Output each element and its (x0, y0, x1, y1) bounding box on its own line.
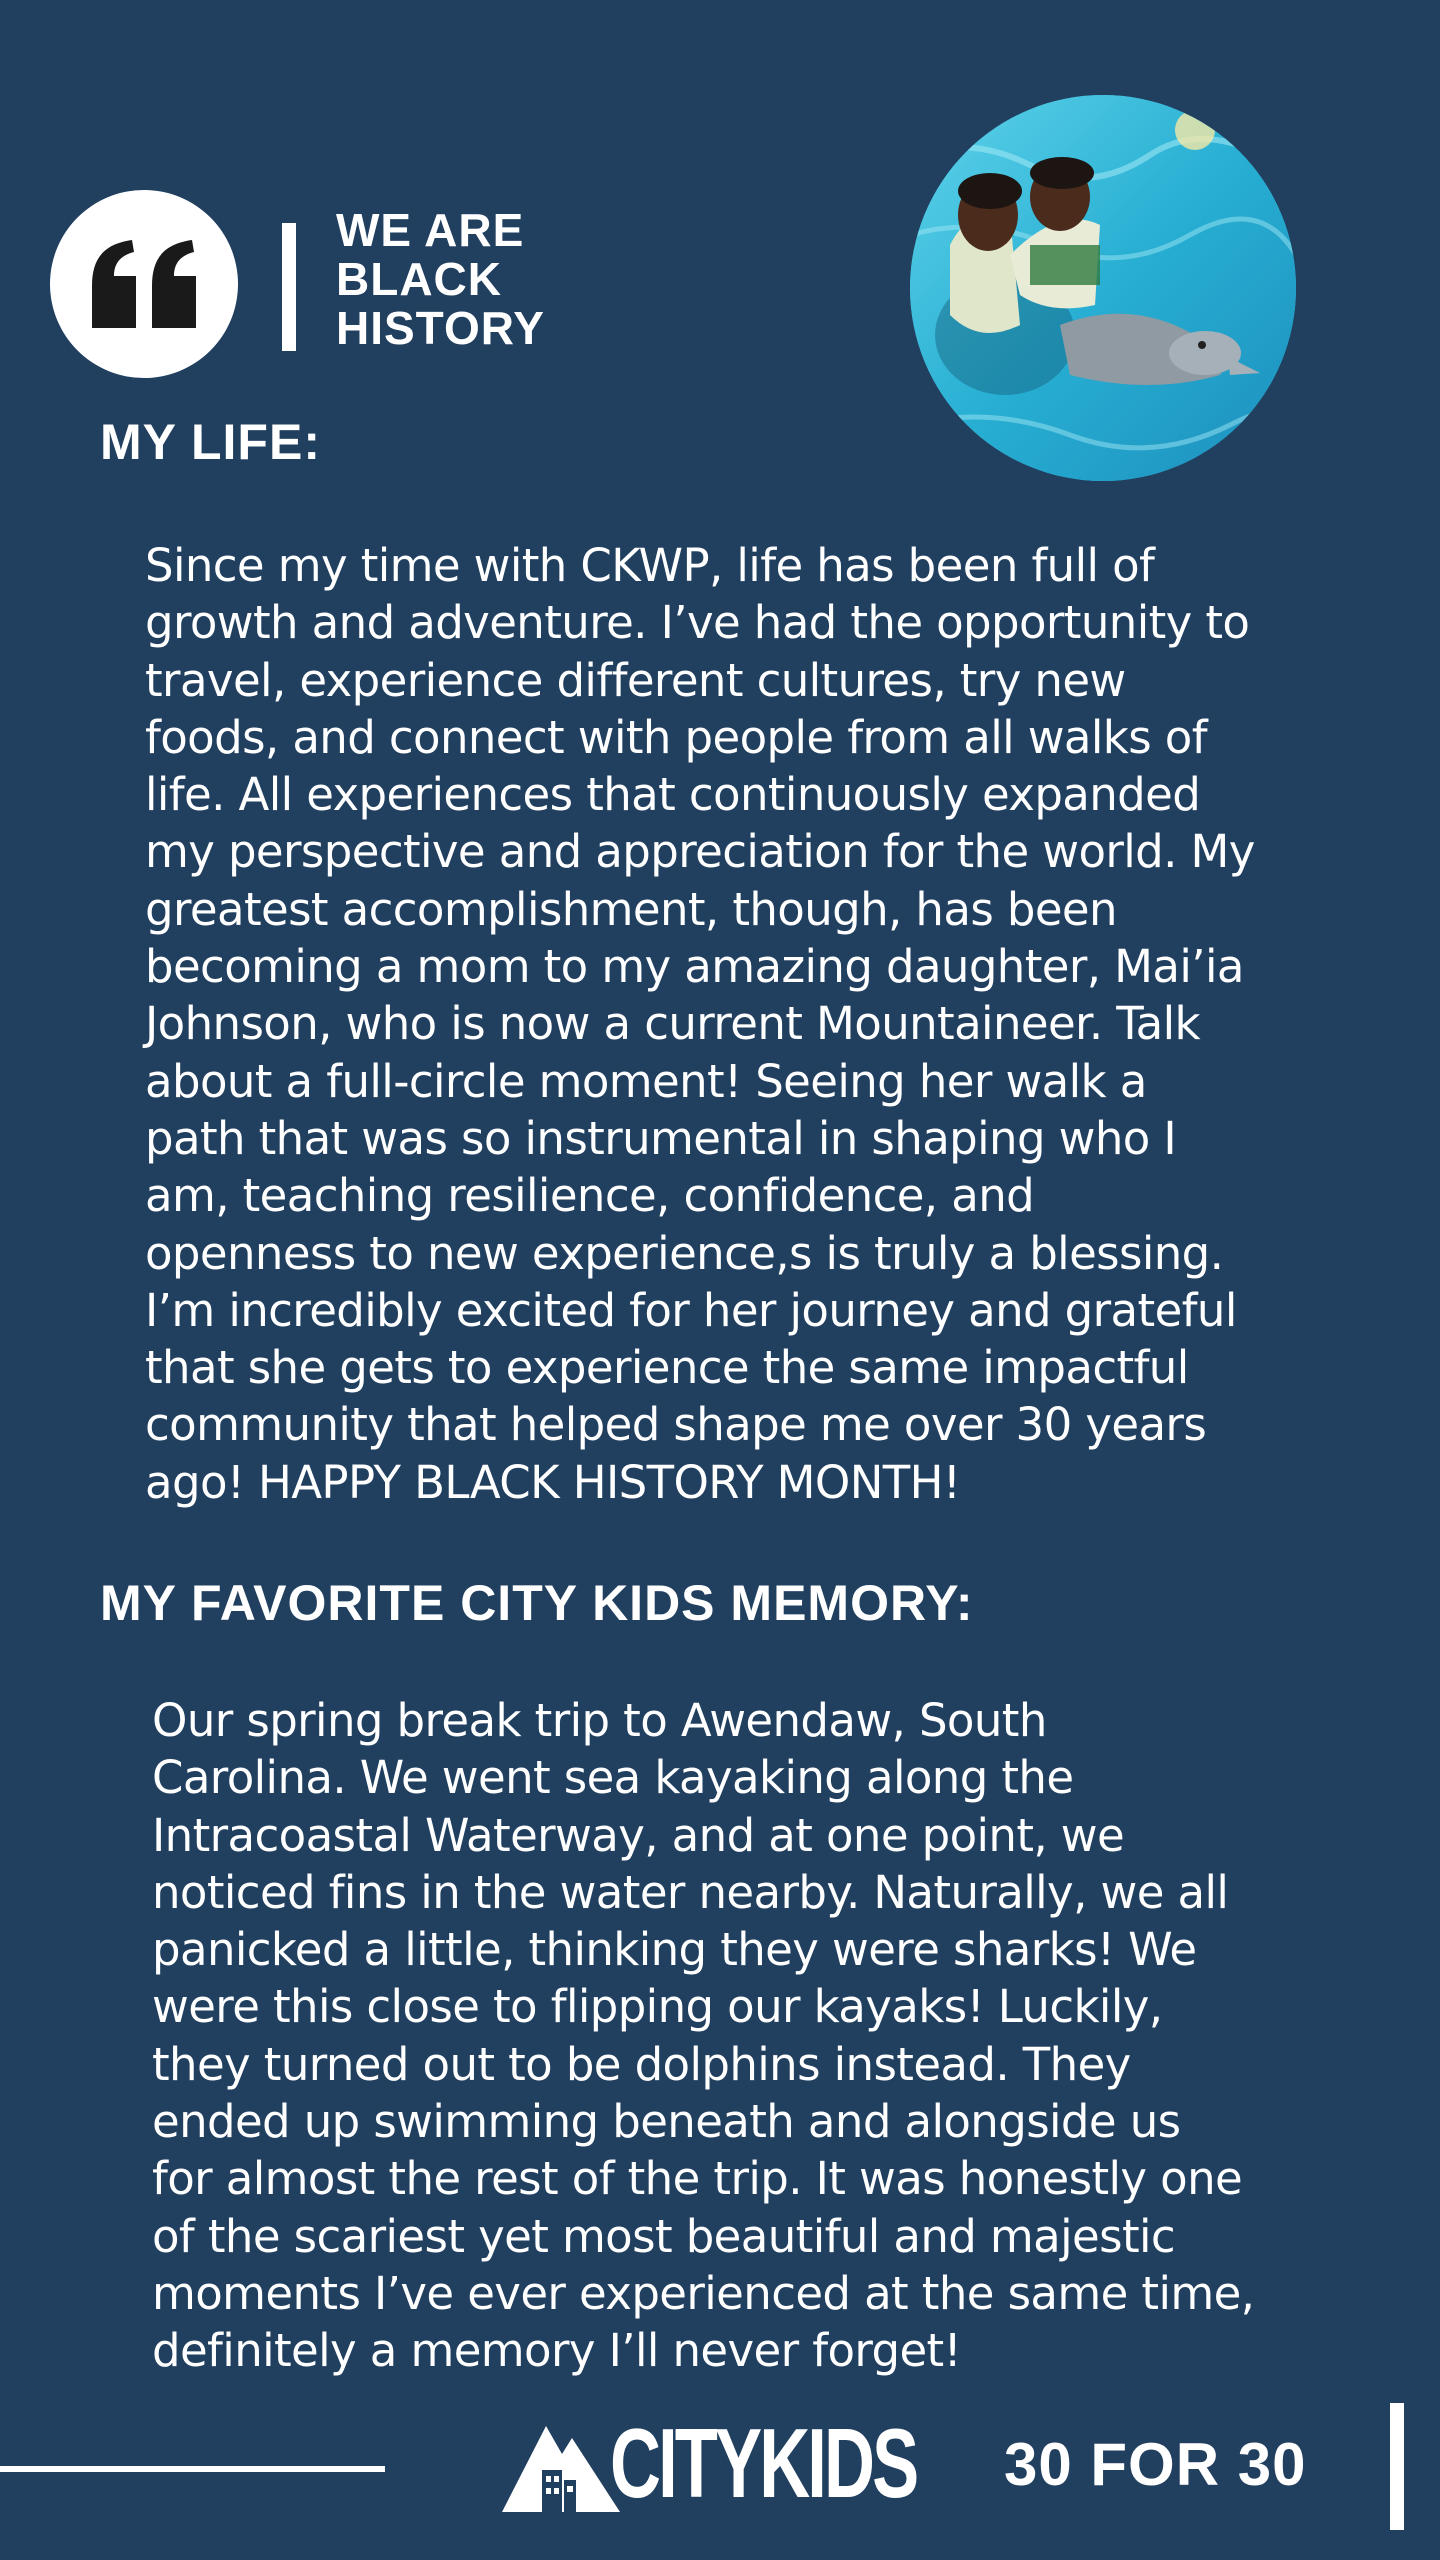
favorite-memory-heading: MY FAVORITE CITY KIDS MEMORY: (100, 1575, 974, 1631)
favorite-memory-text: Our spring break trip to Awendaw, South Carolina. We went sea kayaking along the Intracoastal Waterway, and at one point, we noticed fins in the water nearby. Naturally, we all panicked a little, thinking they were sharks! We were this close to flipping our kayaks! Luckily, they turned out to be dolphins instead. They ended up swimming beneath and alongside us for almost the rest of the trip. It was honestly one of the scariest yet most beautiful and majestic moments I’ve ever experienced at the same time, definitely a memory I’ll never forget! (152, 1694, 1255, 2378)
my-life-heading: MY LIFE: (100, 414, 321, 470)
title-line-3: HISTORY (336, 302, 545, 354)
my-life-text: Since my time with CKWP, life has been full of growth and adventure. I’ve had the opportunity to travel, experience different cultures, try new foods, and connect with people from all walks of life. All experiences that continuously expanded my perspective and appreciation for the world. My greatest accomplishment, though, has been becoming a mom to my amazing daughter, Mai’ia Johnson, who is now a current Mountaineer. Talk about a full-circle moment! Seeing her walk a path that was so instrumental in shaping who I am, teaching resilience, confidence, and openness to new experience,s is truly a blessing. I’m incredibly excited for her journey and grateful that she gets to experience the same impactful community that helped shape me over 30 years ago! HAPPY BLACK HISTORY MONTH! (145, 539, 1255, 1509)
footer-vertical-bar (1390, 2403, 1404, 2530)
title-line-1: WE ARE (336, 204, 525, 256)
footer-tagline: 30 FOR 30 (1004, 2431, 1307, 2498)
profile-photo (910, 95, 1296, 481)
city-skyline-icon (502, 2418, 620, 2512)
quote-icon (88, 240, 200, 328)
photo-illustration (910, 95, 1296, 481)
footer-divider-line (0, 2466, 385, 2472)
title-line-2: BLACK (336, 253, 502, 305)
quote-badge (50, 190, 238, 378)
citykids-logo (502, 2408, 1035, 2518)
logo-text: CITYKIDS (610, 2408, 917, 2518)
header-divider (282, 223, 296, 351)
page-title (336, 206, 545, 353)
